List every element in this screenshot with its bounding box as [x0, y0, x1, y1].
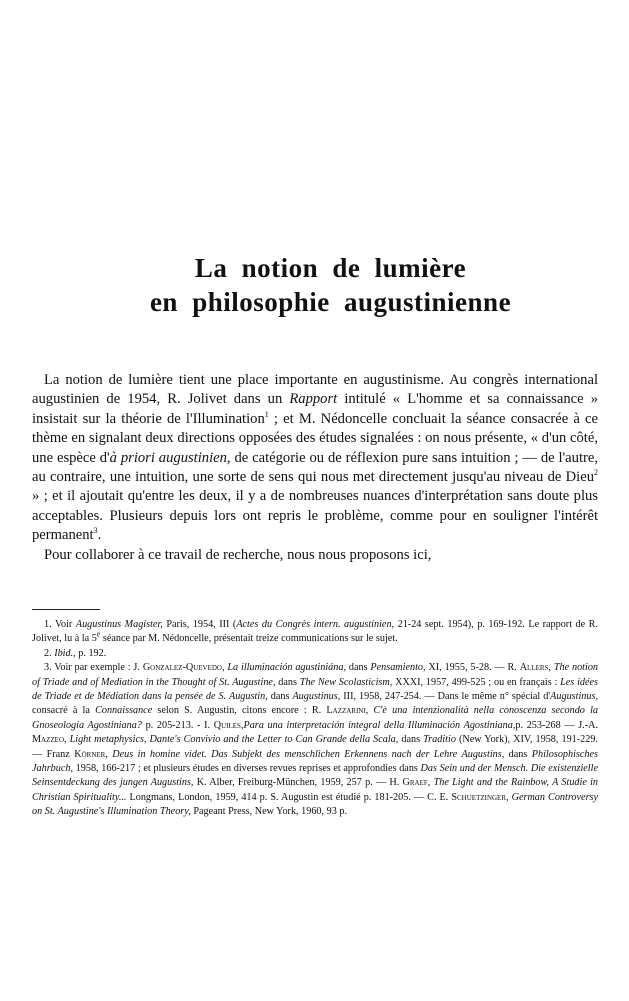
footnote-marker: 2 [594, 468, 598, 478]
italic-text: Rapport [289, 391, 338, 408]
body-paragraph: Pour collaborer à ce travail de recherche, nous nous proposons ici, [44, 546, 432, 563]
author-name: Schuetzinger, [451, 791, 509, 803]
author-name: Mazzeo, [32, 734, 67, 746]
italic-text: Augustinus, [292, 691, 341, 703]
italic-text: The notion of Triade and of Mediation in the Thought of St. Augustine, [32, 662, 599, 688]
author-name: Lazzarini, [326, 705, 369, 717]
footnote-separator [32, 609, 100, 610]
footnote-2: 2. Ibid., p. 192. [44, 647, 107, 659]
author-name: Quiles, [213, 719, 244, 731]
italic-text: Traditio [423, 734, 456, 746]
italic-text: The Light and the Rainbow, A Studie in Christian Spirituality... [32, 777, 599, 803]
footnote-3: 3. Voir par exemple : J. Gonzalez-Quevedo, La illuminación agustiniána, dans Pensamiento, XI, 1955, 5-28. — R. Allers, The notion of Triade and of Mediation in the Thought of St. Augustine, dans The New Scolasticism, XXXI, 1957, 499-525 ; ou en français : Les idées de Triade et de Médiation dans la pensée de S. Augustin, dans Augustinus, III, 1958, 247-254. — Dans le même n° spécial d'Augustinus, consacré à la Connaissance selon S. Augustin, citons encore : R. Lazzarini, C'è una intenzionalità nella conoscenza secondo la Gnoseologia Agostiniana? p. 205-213. - I. Quiles,Para una interpretación integral della Illuminación Agostiniana,p. 253-268 — J.-A. Mazzeo, Light metaphysics, Dante's Convivio and the Letter to Can Grande della Scala, dans Traditio (New York), XIV, 1958, 191-229. — Franz Körner, Deus in homine videt. Das Subjekt des menschlichen Erkennens nach der Lehre Augustins, dans Philosophisches Jahrbuch, 1958, 166-217 ; et plusieurs études en diverses revues reprises et approfondies dans Das Sein und der Mensch. Die existenzielle Seinsentdeckung des jungen Augustins, K. Alber, Freiburg-München, 1959, 257 p. — H. Graef, The Light and the Rainbow, A Studie in Christian Spirituality... Longmans, London, 1959, 414 p. S. Augustin est étudié p. 181-205. — C. E. Schuetzinger, German Controversy on St. Augustine's Illumination Theory, Pageant Press, New York, 1960, 93 p. [32, 662, 599, 818]
italic-text: Augustinus, [550, 691, 598, 703]
body-paragraph: La notion de lumière tient une place importante en augustinisme. Au congrès international augustinien de 1954, R. Jolivet dans un Rapport intitulé « L'homme et sa connaissance » insistait sur la théorie de l'Illumination$^1$ ; et M. Nédoncelle concluait la séance consacrée à ce thème en signalant deux directions opposées des études signalées : on nous présente, « d'un côté, une espèce d'à priori augustinien, de catégorie ou de réflexion pure sans intuition ; — de l'autre, au contraire, une intuition, une sorte de sens qui nous met directement jusqu'au niveau de Dieu$^2$ » ; et il ajoutait qu'entre les deux, il y a de nombreuses nuances d'interprétation sans doute plus acceptables. Plusieurs depuis lors ont repris le problème, comme pour en souligner l'intérêt permanent$^3$. [32, 372, 598, 544]
italic-text: Actes du Congrès intern. augustinien, [236, 619, 395, 630]
italic-text: à priori augustinien, [109, 449, 231, 466]
body-text [32, 371, 598, 565]
italic-text: Light metaphysics, Dante's Convivio and the Letter to Can Grande della Scala, [69, 734, 399, 746]
author-name: Körner, [74, 748, 108, 760]
author-name: Gonzalez-Quevedo, [142, 662, 225, 674]
italic-text: The New Scolasticism, [299, 676, 393, 688]
footnote-marker: 1 [264, 409, 269, 419]
italic-text: Philosophisches Jahrbuch, [32, 748, 598, 775]
italic-text: Para una interpretación integral della Illuminación Agostiniana, [243, 719, 516, 731]
italic-text: Das Sein und der Mensch. Die existenzielle Seinsentdeckung des jungen Augustins, [32, 763, 598, 789]
footnote-marker: 3 [93, 526, 98, 536]
author-name: Allers, [519, 662, 551, 674]
italic-text: La illuminación agustiniána, [227, 662, 347, 674]
italic-text: Deus in homine videt. Das Subjekt des menschlichen Erkennens nach der Lehre Augustins, [112, 748, 505, 760]
italic-text: Ibid., [54, 647, 76, 659]
italic-text: Augustinus Magister, [75, 619, 163, 630]
footnote-1: 1. Voir Augustinus Magister, Paris, 1954, III (Actes du Congrès intern. augustinien, 21-24 sept. 1954), p. 169-192. Le rapport de R. Jolivet, lu à la 5e séance par M. Nédoncelle, présentait treize communications sur le sujet. [32, 619, 599, 645]
footnote-marker: e [96, 630, 101, 640]
article-title-line-1: La notion de lumière [194, 253, 467, 283]
italic-text: Les idées de Triade et de Médiation dans la pensée de S. Augustin, [32, 676, 598, 703]
italic-text: German Controversy on St. Augustine's Illumination Theory, [32, 791, 599, 818]
author-name: Graef, [402, 777, 431, 789]
italic-text: C'è una intenzionalità nella conoscenza secondo la Gnoseologia Agostiniana? [32, 705, 598, 731]
footnotes [32, 618, 598, 820]
italic-text: Pensamiento, [370, 662, 426, 674]
italic-text: Connaissance [95, 705, 153, 717]
article-title-line-2: en philosophie augustinienne [149, 287, 512, 317]
